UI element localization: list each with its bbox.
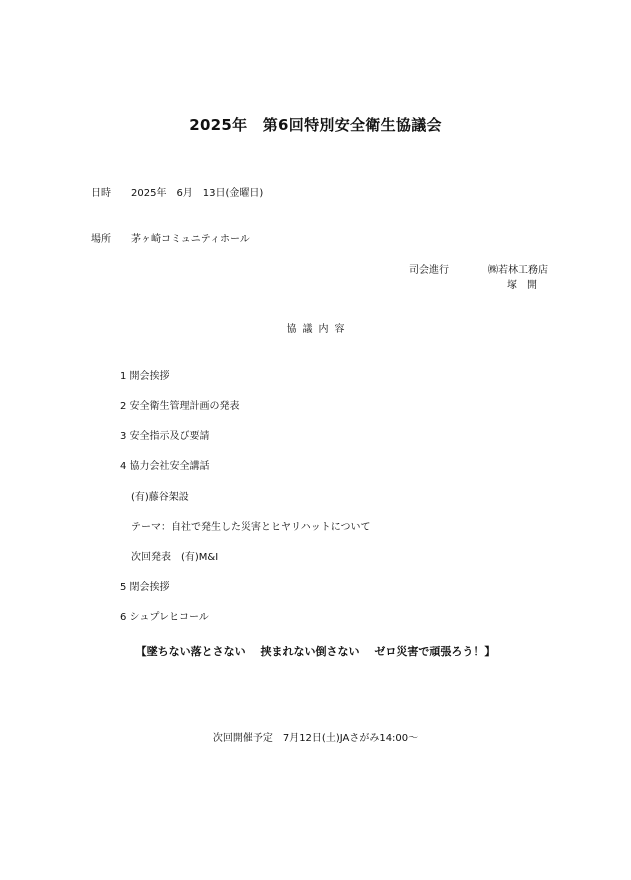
safety-slogan: 【墜ちない落とさない 挟まれない倒さない ゼロ災害で頑張ろう！】 (135, 645, 496, 658)
talk-theme: テーマ：自社で発生した災害とヒヤリハットについて (131, 522, 371, 533)
next-meeting: 次回開催予定 7月12日(土)JAさがみ14:00～ (212, 733, 419, 744)
talk-company: (有)藤谷架設 (131, 492, 189, 503)
place-value: 茅ヶ崎コミュニティホール (131, 234, 250, 245)
chair-name: 塚 開 (507, 280, 537, 291)
agenda-item: 4 協力会社安全講話 (120, 461, 210, 472)
section-heading: 協議内容 (286, 324, 351, 335)
agenda-item: 3 安全指示及び要請 (120, 431, 210, 442)
agenda-item: 6 シュプレヒコール (120, 612, 209, 623)
date-label: 日時 (91, 188, 111, 199)
next-presenter: 次回発表 (有)M&I (131, 552, 219, 563)
chair-label: 司会進行 (409, 265, 449, 276)
place-row (91, 230, 250, 245)
date-value: 2025年 6月 13日(金曜日) (131, 188, 264, 199)
page-title: 2025年 第6回特別安全衛生協議会 (189, 116, 442, 134)
agenda-item: 5 閉会挨拶 (120, 582, 170, 593)
agenda-item: 2 安全衛生管理計画の発表 (120, 401, 240, 412)
chair-company: ㈱若林工務店 (488, 265, 548, 276)
agenda-item: 1 開会挨拶 (120, 371, 170, 382)
date-row (91, 184, 263, 199)
place-label: 場所 (91, 234, 111, 245)
